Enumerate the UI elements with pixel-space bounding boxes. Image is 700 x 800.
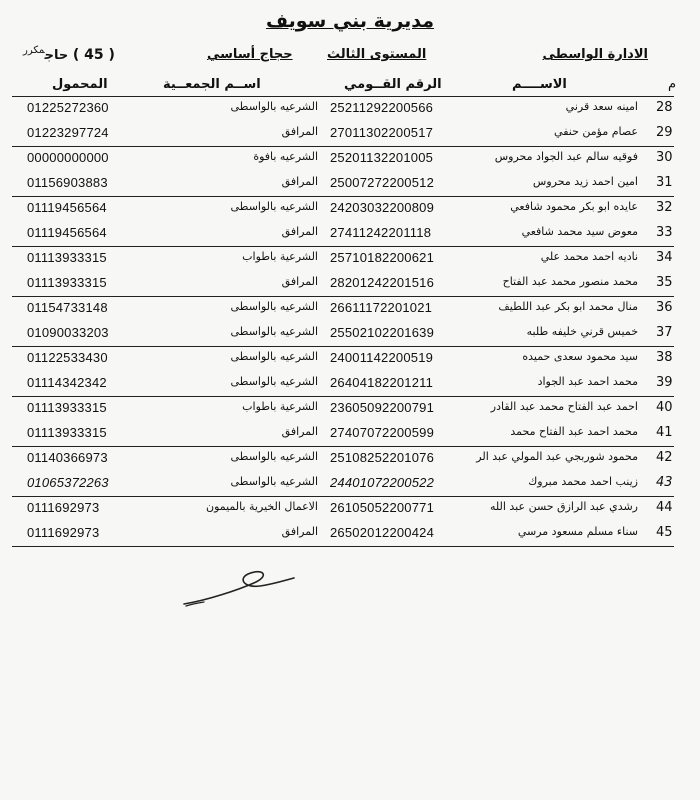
row-national-id: 28201242201516	[330, 275, 435, 290]
row-association: المرافق	[281, 525, 318, 538]
row-association: المرافق	[281, 125, 318, 138]
row-national-id: 26502012200424	[330, 525, 435, 540]
row-number: 42	[656, 450, 673, 465]
row-national-id: 24001142200519	[330, 350, 434, 365]
row-number: 32	[656, 200, 673, 215]
row-name: ناديه احمد محمد علي	[540, 250, 638, 263]
row-national-id: 26404182201211	[330, 375, 434, 390]
page-title: مديرية بني سويف	[265, 10, 435, 32]
table-row	[0, 300, 700, 325]
table-row	[0, 200, 700, 225]
row-national-id: 26611172201021	[330, 300, 433, 315]
row-association: الشرعيه بالواسطى	[230, 100, 318, 113]
row-number: 43	[656, 475, 673, 490]
column-header-number: م	[668, 77, 677, 92]
row-name: سناء مسلم مسعود مرسي	[517, 525, 638, 538]
row-name: احمد عبد الفتاح محمد عبد القادر	[490, 400, 638, 413]
row-mobile: 01140366973	[27, 450, 108, 465]
table-row	[0, 150, 700, 175]
row-national-id: 24401072200522	[330, 475, 435, 490]
row-number: 28	[656, 100, 673, 115]
row-national-id: 25710182200621	[330, 250, 435, 265]
row-mobile: 01122533430	[27, 350, 108, 365]
row-mobile: 00000000000	[27, 150, 109, 165]
row-name: عايده ابو بكر محمود شافعي	[510, 200, 638, 213]
row-name: امينه سعد قرني	[565, 100, 638, 113]
row-number: 36	[656, 300, 673, 315]
table-row	[0, 450, 700, 475]
row-association: الشرعيه بالواسطى	[230, 300, 318, 313]
row-number: 31	[656, 175, 673, 190]
row-national-id: 26105052200771	[330, 500, 435, 515]
row-association: المرافق	[281, 175, 318, 188]
row-mobile: 0111692973	[27, 525, 100, 540]
row-number: 41	[656, 425, 673, 440]
row-association: الشرعيه بافوة	[253, 150, 318, 163]
row-mobile: 01090033203	[27, 325, 109, 340]
row-group-divider	[12, 546, 674, 547]
row-national-id: 24203032200809	[330, 200, 435, 215]
row-number: 40	[656, 400, 673, 415]
row-national-id: 27407072200599	[330, 425, 435, 440]
row-mobile: 0111692973	[27, 500, 100, 515]
row-national-id: 25502102201639	[330, 325, 435, 340]
row-number: 38	[656, 350, 673, 365]
row-national-id: 27411242201118	[330, 225, 432, 240]
administration-label: الادارة الواسطى	[542, 47, 648, 62]
row-name: زينب احمد محمد مبروك	[528, 475, 638, 488]
row-mobile: 01119456564	[27, 200, 107, 215]
row-name: محمد منصور محمد عبد الفتاح	[502, 275, 638, 288]
row-number: 45	[656, 525, 673, 540]
row-association: الشرعيه بالواسطى	[230, 325, 318, 338]
column-header-mobile: المحمول	[52, 77, 108, 92]
count-note: مكرر	[23, 45, 45, 56]
row-name: خميس قرني خليفه طلبه	[526, 325, 638, 338]
table-row	[0, 500, 700, 525]
pilgrim-type-label: حجاج أساسي	[207, 47, 293, 62]
column-header-national-id: الرقم القــومي	[344, 77, 442, 92]
row-association: الشرعيه بالواسطى	[230, 450, 318, 463]
table-row	[0, 350, 700, 375]
row-name: معوض سيد محمد شافعي	[521, 225, 638, 238]
row-mobile: 01223297724	[27, 125, 109, 140]
row-name: منال محمد ابو بكر عبد اللطيف	[498, 300, 638, 313]
row-number: 44	[656, 500, 673, 515]
row-group-divider	[12, 246, 674, 247]
row-group-divider	[12, 496, 674, 497]
row-mobile: 01225272360	[27, 100, 109, 115]
row-mobile: 01113933315	[27, 275, 107, 290]
table-row	[0, 400, 700, 425]
table-row	[0, 100, 700, 125]
row-group-divider	[12, 296, 674, 297]
row-mobile: 01119456564	[27, 225, 107, 240]
row-national-id: 25201132201005	[330, 150, 434, 165]
count-label: حاج	[44, 48, 69, 63]
signature-image	[178, 560, 298, 610]
row-name: محمد احمد عبد الفتاح محمد	[510, 425, 638, 438]
row-group-divider	[12, 446, 674, 447]
table-row	[0, 250, 700, 275]
row-association: المرافق	[281, 425, 318, 438]
row-number: 37	[656, 325, 673, 340]
row-number: 29	[656, 125, 673, 140]
row-mobile: 01156903883	[27, 175, 108, 190]
row-mobile: 01114342342	[27, 375, 107, 390]
row-association: المرافق	[281, 275, 318, 288]
row-association: الشرعية باطواب	[242, 400, 318, 413]
row-association: الشرعية باطواب	[242, 250, 318, 263]
row-name: امين احمد زيد محروس	[532, 175, 638, 188]
row-mobile: 01113933315	[27, 400, 107, 415]
row-name: محمد احمد عبد الجواد	[537, 375, 638, 388]
row-number: 35	[656, 275, 673, 290]
row-group-divider	[12, 196, 674, 197]
row-mobile: 01113933315	[27, 425, 107, 440]
row-number: 39	[656, 375, 673, 390]
count-number: ( 45 )	[72, 47, 115, 63]
row-number: 34	[656, 250, 673, 265]
row-association: الشرعيه بالواسطى	[230, 350, 318, 363]
row-name: عصام مؤمن حنفي	[554, 125, 638, 138]
row-mobile: 01154733148	[27, 300, 108, 315]
row-national-id: 23605092200791	[330, 400, 435, 415]
level-label: المستوى الثالث	[327, 47, 427, 62]
row-association: المرافق	[281, 225, 318, 238]
column-header-name: الاســــم	[512, 77, 567, 92]
row-group-divider	[12, 146, 674, 147]
row-mobile: 01113933315	[27, 250, 107, 265]
row-name: محمود شوربجي عبد المولي عبد الر	[476, 450, 638, 463]
row-group-divider	[12, 396, 674, 397]
row-association: الشرعيه بالواسطى	[230, 475, 318, 488]
row-number: 33	[656, 225, 673, 240]
row-group-divider	[12, 346, 674, 347]
row-name: فوقيه سالم عبد الجواد محروس	[494, 150, 638, 163]
row-association: الاعمال الخيرية بالميمون	[205, 500, 318, 513]
row-name: سيد محمود سعدى حميده	[522, 350, 638, 363]
row-mobile: 01065372263	[27, 475, 109, 490]
row-association: الشرعيه بالواسطى	[230, 375, 318, 388]
row-association: الشرعيه بالواسطى	[230, 200, 318, 213]
row-national-id: 25211292200566	[330, 100, 434, 115]
row-name: رشدي عبد الرازق حسن عبد الله	[489, 500, 638, 513]
row-national-id: 27011302200517	[330, 125, 434, 140]
column-header-association: اســم الجمعــية	[163, 77, 261, 92]
row-national-id: 25108252201076	[330, 450, 435, 465]
row-number: 30	[656, 150, 673, 165]
row-national-id: 25007272200512	[330, 175, 435, 190]
